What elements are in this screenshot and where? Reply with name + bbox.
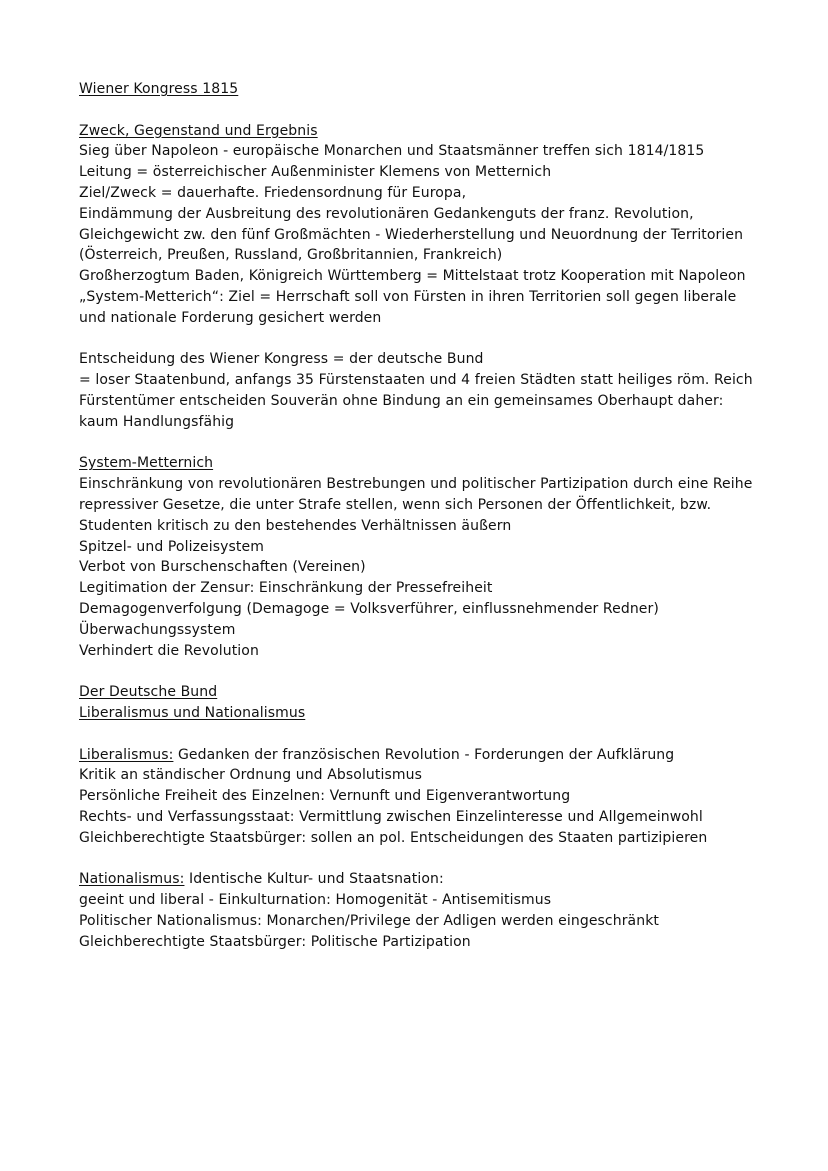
text-line: kaum Handlungsfähig bbox=[79, 413, 235, 430]
liberalismus-definition: Gedanken der französischen Revolution - Forderungen der Aufklärung bbox=[173, 746, 675, 763]
text-line: Studenten kritisch zu den bestehendes Verhältnissen äußern bbox=[79, 517, 512, 534]
text-line: Eindämmung der Ausbreitung des revolutionären Gedankenguts der franz. Revolution, bbox=[79, 205, 694, 222]
text-line: = loser Staatenbund, anfangs 35 Fürstenstaaten und 4 freien Städten statt heiliges röm. Reich bbox=[79, 372, 753, 389]
spacer bbox=[79, 433, 799, 454]
document-page bbox=[79, 79, 799, 952]
spacer bbox=[79, 661, 799, 682]
text-line: Verhindert die Revolution bbox=[79, 642, 259, 659]
document-title: Wiener Kongress 1815 bbox=[79, 81, 239, 97]
spacer bbox=[79, 724, 799, 745]
section-heading-deutsche-bund: Der Deutsche Bund bbox=[79, 684, 218, 701]
section-heading-liberalismus-nationalismus: Liberalismus und Nationalismus bbox=[79, 704, 306, 721]
nationalismus-label: Nationalismus: bbox=[79, 871, 185, 888]
text-line: geeint und liberal - Einkulturnation: Homogenität - Antisemitismus bbox=[79, 892, 552, 909]
text-line: Fürstentümer entscheiden Souverän ohne Bindung an ein gemeinsames Oberhaupt daher: bbox=[79, 392, 724, 409]
text-line: Persönliche Freiheit des Einzelnen: Vernunft und Eigenverantwortung bbox=[79, 788, 571, 805]
text-line: Politischer Nationalismus: Monarchen/Privilege der Adligen werden eingeschränkt bbox=[79, 912, 659, 929]
text-line: Gleichberechtigte Staatsbürger: Politische Partizipation bbox=[79, 933, 471, 950]
text-line: Rechts- und Verfassungsstaat: Vermittlung zwischen Einzelinteresse und Allgemeinwohl bbox=[79, 808, 703, 825]
text-line: Sieg über Napoleon - europäische Monarchen und Staatsmänner treffen sich 1814/1815 bbox=[79, 143, 705, 160]
text-line: (Österreich, Preußen, Russland, Großbritannien, Frankreich) bbox=[79, 247, 503, 264]
liberalismus-label: Liberalismus: bbox=[79, 746, 174, 763]
text-line: Spitzel- und Polizeisystem bbox=[79, 538, 264, 555]
text-line: Entscheidung des Wiener Kongress = der deutsche Bund bbox=[79, 351, 484, 368]
text-line: Ziel/Zweck = dauerhafte. Friedensordnung für Europa, bbox=[79, 184, 467, 201]
text-line: „System-Metterich“: Ziel = Herrschaft soll von Fürsten in ihren Territorien soll gegen liberale bbox=[79, 288, 737, 305]
text-line: repressiver Gesetze, die unter Strafe stellen, wenn sich Personen der Öffentlichkeit, bzw. bbox=[79, 496, 712, 513]
section-heading-zweck: Zweck, Gegenstand und Ergebnis bbox=[79, 122, 318, 139]
text-line: Gleichgewicht zw. den fünf Großmächten - Wiederherstellung und Neuordnung der Territorien bbox=[79, 226, 744, 243]
text-line: Leitung = österreichischer Außenminister Klemens von Metternich bbox=[79, 164, 552, 181]
text-line: Gleichberechtigte Staatsbürger: sollen an pol. Entscheidungen des Staaten partizipieren bbox=[79, 829, 708, 846]
spacer bbox=[79, 100, 799, 121]
text-line: Demagogenverfolgung (Demagoge = Volksverführer, einflussnehmender Redner) bbox=[79, 600, 659, 617]
nationalismus-line bbox=[79, 869, 799, 890]
text-line: Einschränkung von revolutionären Bestrebungen und politischer Partizipation durch eine Reihe bbox=[79, 476, 753, 493]
section-heading-system-metternich: System-Metternich bbox=[79, 455, 214, 472]
spacer bbox=[79, 848, 799, 869]
text-line: und nationale Forderung gesichert werden bbox=[79, 309, 382, 326]
nationalismus-definition: Identische Kultur- und Staatsnation: bbox=[184, 871, 444, 888]
text-line: Legitimation der Zensur: Einschränkung der Pressefreiheit bbox=[79, 580, 493, 597]
spacer bbox=[79, 329, 799, 350]
text-line: Großherzogtum Baden, Königreich Württemberg = Mittelstaat trotz Kooperation mit Napoleon bbox=[79, 268, 746, 285]
text-line: Verbot von Burschenschaften (Vereinen) bbox=[79, 559, 366, 576]
text-line: Überwachungssystem bbox=[79, 621, 236, 638]
liberalismus-line bbox=[79, 745, 799, 766]
text-line: Kritik an ständischer Ordnung und Absolutismus bbox=[79, 767, 422, 784]
